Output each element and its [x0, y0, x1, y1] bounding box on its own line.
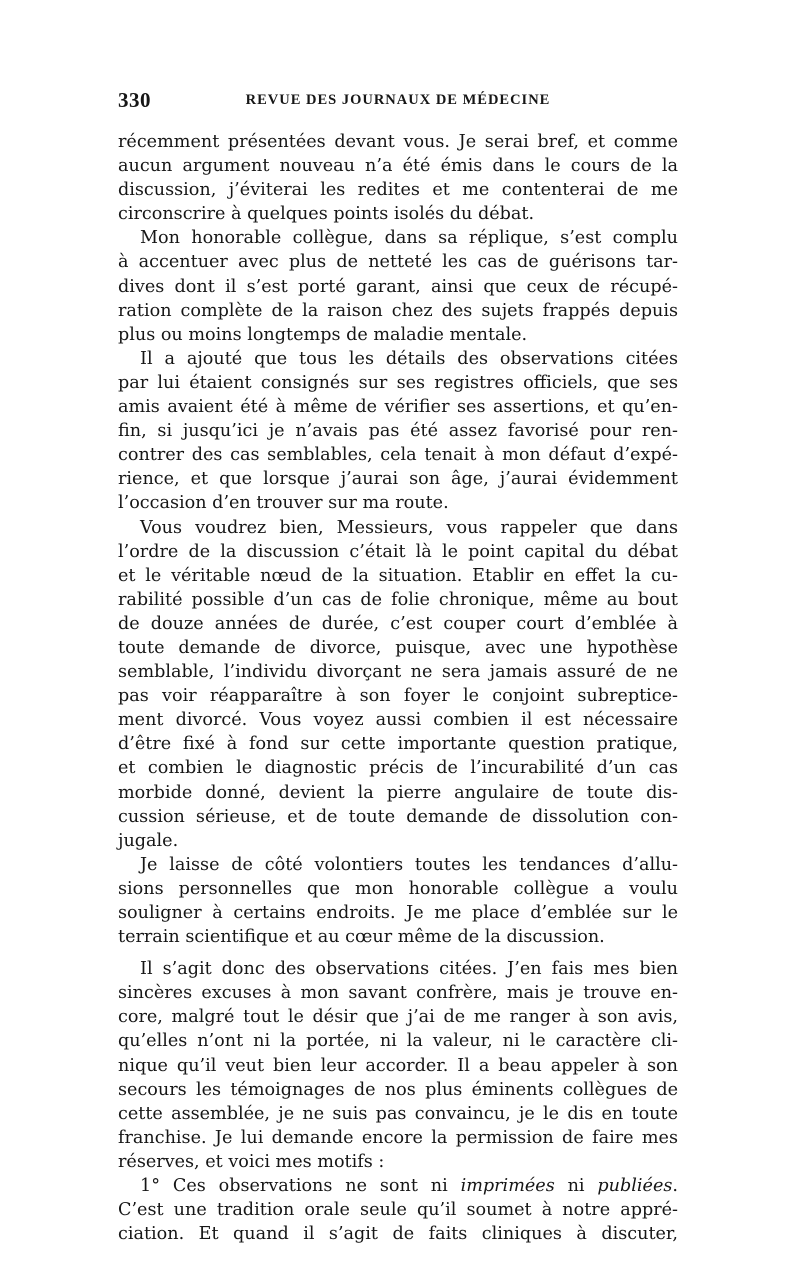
text-line: rabilité possible d’un cas de folie chronique, même au bout [118, 589, 678, 610]
document-page [118, 88, 678, 1246]
text-line: Il s’agit donc des observations citées. J’en fais mes bien [140, 959, 678, 980]
text-line: morbide donné, devient la pierre angulaire de toute dis- [118, 782, 678, 803]
text-line: souligner à certains endroits. Je me place d’emblée sur le [118, 903, 678, 923]
text-line: secours les témoignages de nos plus éminents collègues de [118, 1079, 678, 1100]
text-line: l’occasion d’en trouver sur ma route. [118, 493, 449, 514]
running-title: REVUE DES JOURNAUX DE MÉDECINE [245, 92, 551, 108]
italic-word: publiées [597, 1176, 673, 1197]
text-line: franchise. Je lui demande encore la permission de faire mes [118, 1127, 678, 1148]
text-line: sions personnelles que mon honorable collègue a voulu [118, 878, 678, 899]
text-fragment: 1° Ces observations ne sont ni [140, 1176, 461, 1197]
text-line: Je laisse de côté volontiers toutes les tendances d’allu- [140, 854, 678, 875]
text-line: de douze années de durée, c’est couper court d’emblée à [118, 613, 678, 634]
text-line: plus ou moins longtemps de maladie mentale. [118, 324, 528, 345]
text-line: cette assemblée, je ne suis pas convaincu, je le dis en toute [118, 1103, 678, 1124]
text-line: C’est une tradition orale seule qu’il soumet à notre appré- [118, 1200, 678, 1221]
text-line: dives dont il s’est porté garant, ainsi que ceux de récupé- [118, 276, 678, 297]
text-line: Il a ajouté que tous les détails des observations citées [140, 348, 678, 369]
text-line: sincères excuses à mon savant confrère, mais je trouve en- [118, 983, 678, 1004]
text-line: terrain scientifique et au cœur même de la discussion. [118, 927, 605, 948]
text-line: Vous voudrez bien, Messieurs, vous rappeler que dans [140, 517, 678, 538]
text-line: semblable, l’individu divorçant ne sera jamais assuré de ne [118, 662, 678, 683]
text-line: circonscrire à quelques points isolés du débat. [118, 204, 535, 225]
text-line: aucun argument nouveau n’a été émis dans le cours de la [118, 156, 678, 177]
text-fragment: ni [554, 1176, 598, 1197]
text-line: cussion sérieuse, et de toute demande de dissolution con- [118, 806, 678, 827]
text-line: et combien le diagnostic précis de l’incurabilité d’un cas [118, 758, 678, 779]
body-text [118, 130, 678, 1246]
text-line: pas voir réapparaître à son foyer le conjoint subreptice- [118, 686, 678, 707]
text-line: l’ordre de la discussion c’était là le point capital du débat [118, 541, 678, 562]
text-line: nique qu’il veut bien leur accorder. Il a beau appeler à son [118, 1055, 678, 1076]
text-line: réserves, et voici mes motifs : [118, 1151, 385, 1172]
text-line: ciation. Et quand il s’agit de faits cliniques à discuter, [118, 1224, 678, 1245]
text-line: par lui étaient consignés sur ses registres officiels, que ses [118, 372, 678, 393]
text-line: ration complète de la raison chez des sujets frappés depuis [118, 300, 678, 321]
italic-word: imprimées [460, 1176, 555, 1197]
text-line: ment divorcé. Vous voyez aussi combien il est nécessaire [118, 710, 678, 731]
text-line [118, 1174, 678, 1198]
text-line: à accentuer avec plus de netteté les cas de guérisons tar- [118, 252, 678, 273]
text-line: et le véritable nœud de la situation. Etablir en effet la cu- [118, 565, 678, 586]
text-line: rience, et que lorsque j’aurai son âge, j’aurai évidemment [118, 469, 678, 490]
text-line: amis avaient été à même de vérifier ses assertions, et qu’en- [118, 397, 678, 418]
running-head [118, 88, 678, 122]
text-line: qu’elles n’ont ni la portée, ni la valeur, ni le caractère cli- [118, 1031, 678, 1052]
text-line: jugale. [118, 830, 179, 851]
text-line: contrer des cas semblables, cela tenait à mon défaut d’expé- [118, 445, 678, 466]
text-line: d’être fixé à fond sur cette importante question pratique, [118, 734, 678, 755]
page-number: 330 [118, 88, 151, 112]
text-line: toute demande de divorce, puisque, avec une hypothèse [118, 637, 678, 658]
text-line: Mon honorable collègue, dans sa réplique, s’est complu [140, 228, 678, 249]
text-line: récemment présentées devant vous. Je serai bref, et comme [118, 132, 678, 152]
text-line: fin, si jusqu’ici je n’avais pas été assez favorisé pour ren- [118, 421, 678, 442]
text-line: core, malgré tout le désir que j’ai de me ranger à son avis, [118, 1007, 678, 1028]
text-fragment: . [672, 1176, 678, 1197]
text-line: discussion, j’éviterai les redites et me contenterai de me [118, 180, 678, 201]
